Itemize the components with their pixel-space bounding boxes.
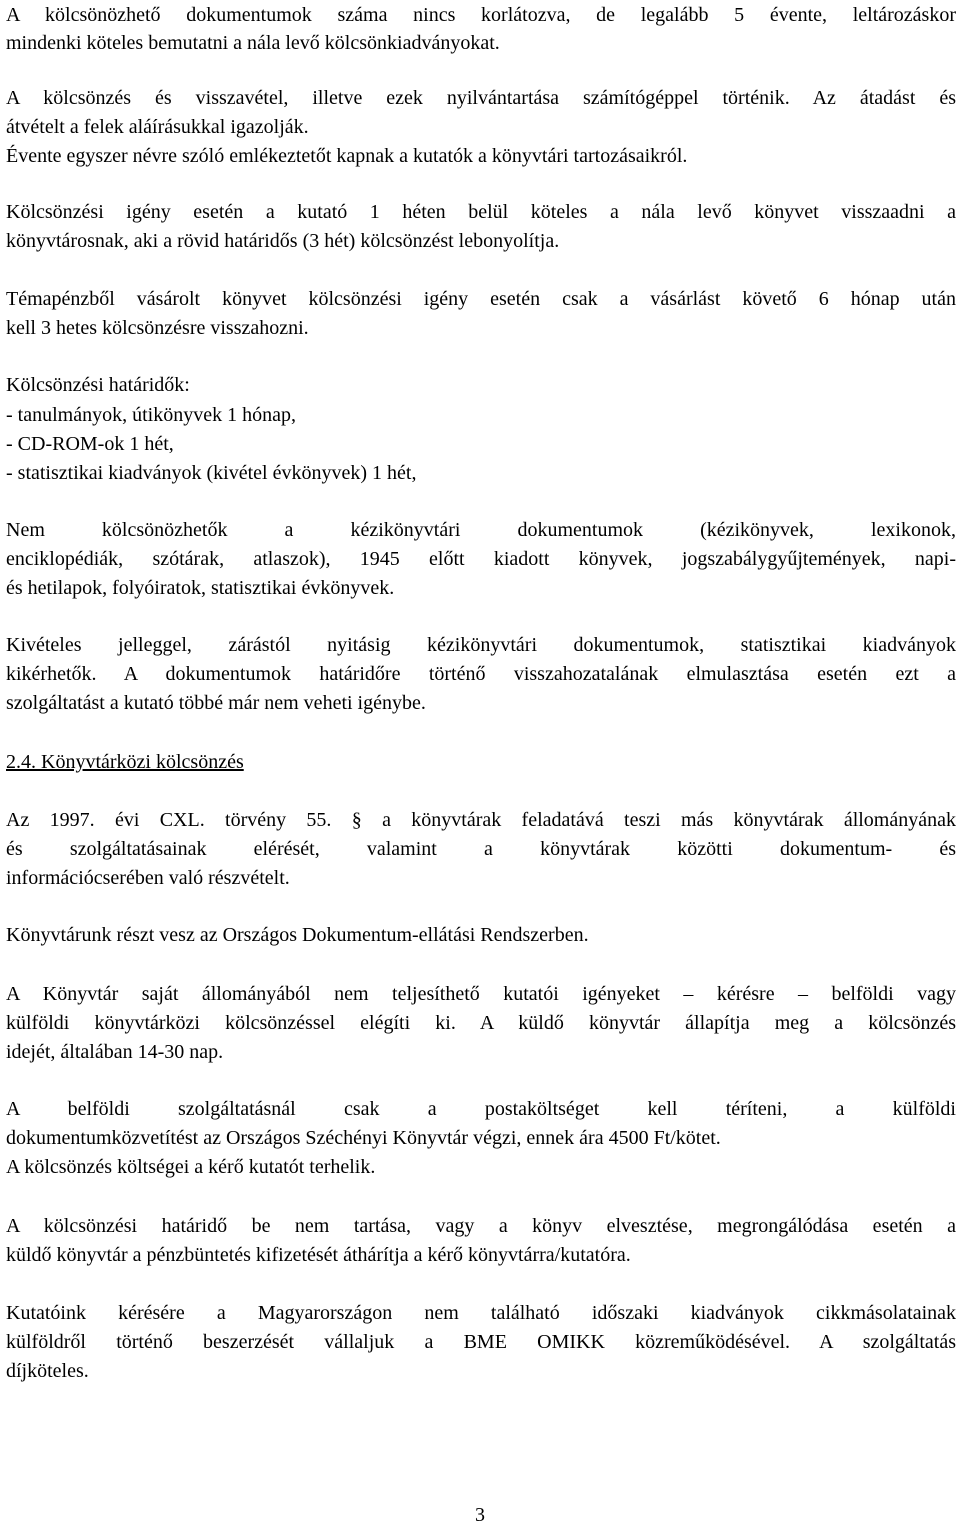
text-line: Évente egyszer névre szóló emlékeztetőt kapnak a kutatók a könyvtári tartozásaikról. bbox=[6, 145, 688, 167]
text-line: A kölcsönzés költségei a kérő kutatót terhelik. bbox=[6, 1156, 376, 1178]
text-line: és hetilapok, folyóiratok, statisztikai évkönyvek. bbox=[6, 577, 395, 599]
text-line: Az 1997. évi CXL. törvény 55. § a könyvtárak feladatává teszi más könyvtárak állományának bbox=[6, 809, 956, 831]
text-line: Könyvtárunk részt vesz az Országos Dokumentum-ellátási Rendszerben. bbox=[6, 924, 589, 946]
text-line: A Könyvtár saját állományából nem teljesíthető kutatói igényeket – kérésre – belföldi vagy bbox=[6, 983, 956, 1005]
text-line: A kölcsönzés és visszavétel, illetve ezek nyilvántartása számítógéppel történik. Az átadást és bbox=[6, 87, 956, 109]
text-line: információcserében való részvételt. bbox=[6, 867, 290, 889]
list-item: - CD-ROM-ok 1 hét, bbox=[6, 433, 174, 455]
text-line: átvételt a felek aláírásukkal igazolják. bbox=[6, 116, 309, 138]
text-line: Témapénzből vásárolt könyvet kölcsönzési igény esetén csak a vásárlást követő 6 hónap után bbox=[6, 288, 956, 310]
text-line: külföldről történő beszerzését vállaljuk a BME OMIKK közreműködésével. A szolgáltatás bbox=[6, 1331, 956, 1353]
text-line: díjköteles. bbox=[6, 1360, 89, 1382]
text-line: szolgáltatást a kutató többé már nem veheti igénybe. bbox=[6, 692, 426, 714]
text-line: enciklopédiák, szótárak, atlaszok), 1945 előtt kiadott könyvek, jogszabálygyűjtemények, napi- bbox=[6, 548, 956, 570]
text-line: és szolgáltatásainak elérését, valamint a könyvtárak közötti dokumentum- és bbox=[6, 838, 956, 860]
text-line: dokumentumközvetítést az Országos Széchényi Könyvtár végzi, ennek ára 4500 Ft/kötet. bbox=[6, 1127, 721, 1149]
text-line: kikérhetők. A dokumentumok határidőre történő visszahozatalának elmulasztása esetén ezt a bbox=[6, 663, 956, 685]
text-line: küldő könyvtár a pénzbüntetés kifizetését áthárítja a kérő könyvtárra/kutatóra. bbox=[6, 1244, 631, 1266]
text-line: A kölcsönzési határidő be nem tartása, vagy a könyv elvesztése, megrongálódása esetén a bbox=[6, 1215, 956, 1237]
text-line: Kölcsönzési igény esetén a kutató 1 héten belül köteles a nála levő könyvet visszaadni a bbox=[6, 201, 956, 223]
text-line: Kölcsönzési határidők: bbox=[6, 374, 190, 396]
text-line: Kivételes jelleggel, zárástól nyitásig kézikönyvtári dokumentumok, statisztikai kiadványok bbox=[6, 634, 956, 656]
text-line: könyvtárosnak, aki a rövid határidős (3 hét) kölcsönzést lebonyolítja. bbox=[6, 230, 560, 252]
text-line: Nem kölcsönözhetők a kézikönyvtári dokumentumok (kézikönyvek, lexikonok, bbox=[6, 519, 956, 541]
text-line: mindenki köteles bemutatni a nála levő kölcsönkiadványokat. bbox=[6, 32, 500, 54]
list-item: - statisztikai kiadványok (kivétel évkönyvek) 1 hét, bbox=[6, 462, 417, 484]
list-item: - tanulmányok, útikönyvek 1 hónap, bbox=[6, 404, 296, 426]
text-line: Kutatóink kérésére a Magyarországon nem található időszaki kiadványok cikkmásolatainak bbox=[6, 1302, 956, 1324]
text-line: külföldi könyvtárközi kölcsönzéssel elégíti ki. A küldő könyvtár állapítja meg a kölcsönzés bbox=[6, 1012, 956, 1034]
section-heading: 2.4. Könyvtárközi kölcsönzés bbox=[6, 751, 244, 773]
text-line: A kölcsönözhető dokumentumok száma nincs korlátozva, de legalább 5 évente, leltározáskor bbox=[6, 4, 956, 26]
text-line: idejét, általában 14-30 nap. bbox=[6, 1041, 224, 1063]
text-line: A belföldi szolgáltatásnál csak a postaköltséget kell téríteni, a külföldi bbox=[6, 1098, 956, 1120]
text-line: kell 3 hetes kölcsönzésre visszahozni. bbox=[6, 317, 309, 339]
page-number: 3 bbox=[475, 1504, 485, 1526]
